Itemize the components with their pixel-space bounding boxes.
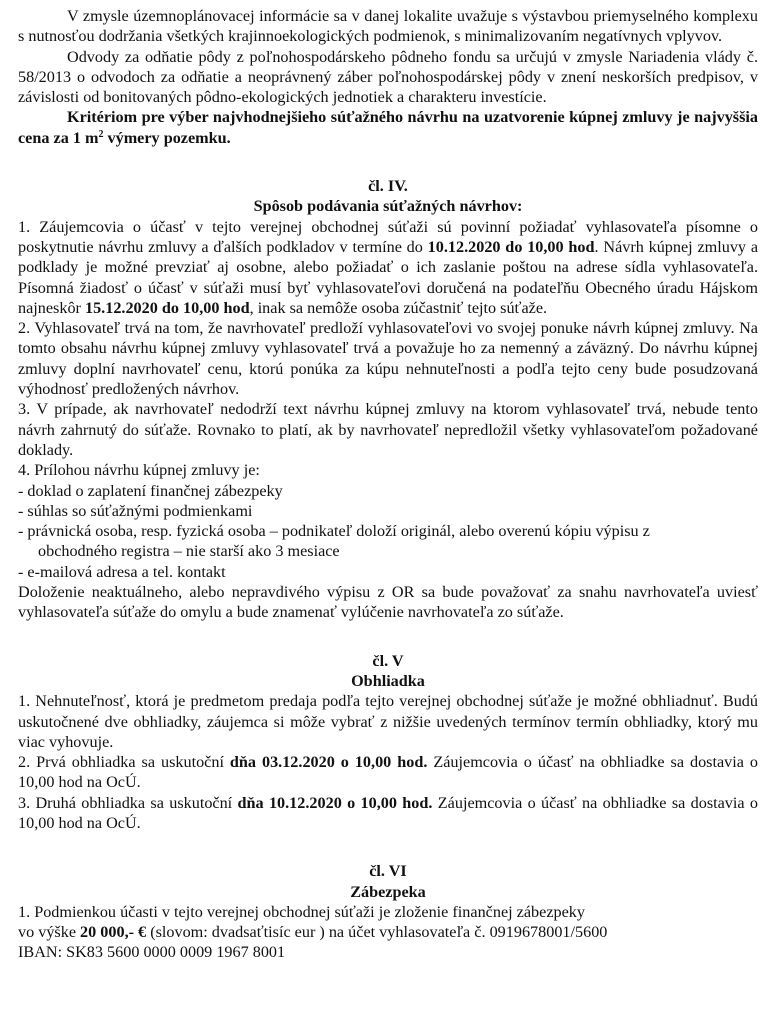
section-5-paragraph-3 (18, 793, 758, 834)
s5-p2-text-c: Záujemcovia o účasť na obhliadke sa dostavia o 10,00 hod na OcÚ. (18, 753, 758, 792)
list-item: - súhlas so súťažnými podmienkami (18, 501, 253, 520)
deposit-amount: 20 000,- € (80, 923, 147, 942)
section-4-paragraph-1 (18, 217, 758, 318)
criterion-text: Kritériom pre výber najvhodnejšieho súťažného návrhu na uzatvorenie kúpnej zmluvy je najvyššia cena za 1 m (18, 108, 758, 147)
section-5-title: Obhliadka (351, 671, 425, 690)
deadline-request: 10.12.2020 do 10,00 hod (427, 237, 595, 256)
section-4-title: Spôsob podávania súťažných návrhov: (253, 197, 523, 216)
second-inspection-date: dňa 10.12.2020 o 10,00 hod. (237, 793, 433, 812)
section-5-paragraph-1: 1. Nehnuteľnosť, ktorá je predmetom predaja podľa tejto verejnej obchodnej súťaže je možné obhliadnuť. Budú uskutočnené dve obhliadky, záujemca si môže vybrať z nižšie uvedených termínov termín obhliadky, ktorý mu viac vyhovuje. (18, 692, 758, 751)
section-6-title: Zábezpeka (350, 882, 426, 901)
list-item: - e-mailová adresa a tel. kontakt (18, 562, 226, 581)
s6-p2-text-a: vo výške (18, 923, 81, 942)
section-6-paragraph-2 (18, 922, 758, 942)
deadline-delivery: 15.12.2020 do 10,00 hod (84, 298, 250, 317)
section-4-paragraph-5: Doloženie neaktuálneho, alebo nepravdivého výpisu z OR sa bude považovať za snahu navrhovateľa uviesť vyhlasovateľa súťaže do omylu a bude znamenať vylúčenie navrhovateľa zo súťaže. (18, 583, 758, 622)
s5-p2-text-a: 2. Prvá obhliadka sa uskutoční (18, 753, 230, 772)
section-4-paragraph-3: 3. V prípade, ak navrhovateľ nedodrží text návrhu kúpnej zmluvy na ktorom vyhlasovateľ trvá, nebude tento návrh zahrnutý do súťaže. Rovnako to platí, ak by navrhovateľ nepredložil všetky vyhlasovateľom požadované doklady. (18, 400, 758, 459)
section-4-paragraph-4: 4. Prílohou návrhu kúpnej zmluvy je: (18, 461, 260, 480)
s6-p2-text-c: (slovom: dvadsaťtisíc eur ) na účet vyhlasovateľa č. 0919678001/5600 (146, 923, 608, 942)
section-5-number: čl. V (372, 651, 404, 670)
first-inspection-date: dňa 03.12.2020 o 10,00 hod. (229, 753, 428, 772)
intro-paragraph-1: V zmysle územnoplánovacej informácie sa v danej lokalite uvažuje s výstavbou priemyselného komplexu s nutnosťou dodržania všetkých krajinnoekologických podmienok, s minimalizovaním negatívnych vplyvov. (18, 7, 758, 46)
criterion-superscript: 2 (98, 128, 104, 140)
criterion-text-end: výmery pozemku. (103, 128, 231, 147)
s4-p1-text-e: , inak sa nemôže osoba zúčastniť tejto súťaže. (249, 298, 548, 317)
document-page (18, 6, 758, 963)
list-item: - doklad o zaplatení finančnej zábezpeky (18, 481, 283, 500)
s4-p1-text-a: 1. Záujemcovia o účasť v tejto verejnej obchodnej súťaži sú povinní požiadať vyhlasovateľa písomne o poskytnutie návrhu zmluvy a ďalších podkladov v termíne do (18, 217, 758, 256)
section-4-paragraph-2: 2. Vyhlasovateľ trvá na tom, že navrhovateľ predloží vyhlasovateľovi vo svojej ponuke návrh kúpnej zmluvy. Na tomto obsahu návrhu kúpnej zmluvy vyhlasovateľ trvá a považuje ho za nemenný a záväzný. Do návrhu kúpnej zmluvy doplní navrhovateľ cenu, ktorú ponúka za kúpu nehnuteľnosti a podľa tejto ceny bude posudzovaná výhodnosť predložených návrhov. (18, 319, 758, 399)
list-item-continuation: obchodného registra – nie starší ako 3 mesiace (38, 542, 340, 561)
section-6-paragraph-1: 1. Podmienkou účasti v tejto verejnej obchodnej súťaži je zloženie finančnej zábezpeky (18, 902, 585, 921)
section-5-paragraph-2 (18, 752, 758, 793)
iban: IBAN: SK83 5600 0000 0009 1967 8001 (18, 943, 286, 962)
s5-p3-text-a: 3. Druhá obhliadka sa uskutoční (18, 793, 238, 812)
list-item: - právnická osoba, resp. fyzická osoba – podnikateľ doloží originál, alebo overenú kópiu výpisu z (18, 522, 650, 541)
section-4-number: čl. IV. (368, 177, 408, 196)
s5-p3-text-c: Záujemcovia o účasť na obhliadke sa dostavia o 10,00 hod na OcÚ. (18, 793, 759, 832)
intro-paragraph-2: Odvody za odňatie pôdy z poľnohospodárskeho pôdneho fondu sa určujú v zmysle Nariadenia vlády č. 58/2013 o odvodoch za odňatie a neoprávnený záber poľnohospodárskej pôdy v znení neskorších predpisov, v závislosti od bonitovaných pôdno-ekologických jednotiek a charakteru investície. (18, 47, 758, 107)
s4-p1-text-c: . Návrh kúpnej zmluvy a podklady je možné prevziať aj osobne, alebo požiadať o ich zaslanie poštou na adrese sídla vyhlasovateľa. Písomná žiadosť o účasť v súťaži musí byť vyhlasovateľovi doručená na podateľňu Obecného úradu Hájskom najneskôr (18, 237, 759, 317)
criterion-paragraph (18, 107, 758, 148)
section-6-number: čl. VI (369, 862, 407, 881)
